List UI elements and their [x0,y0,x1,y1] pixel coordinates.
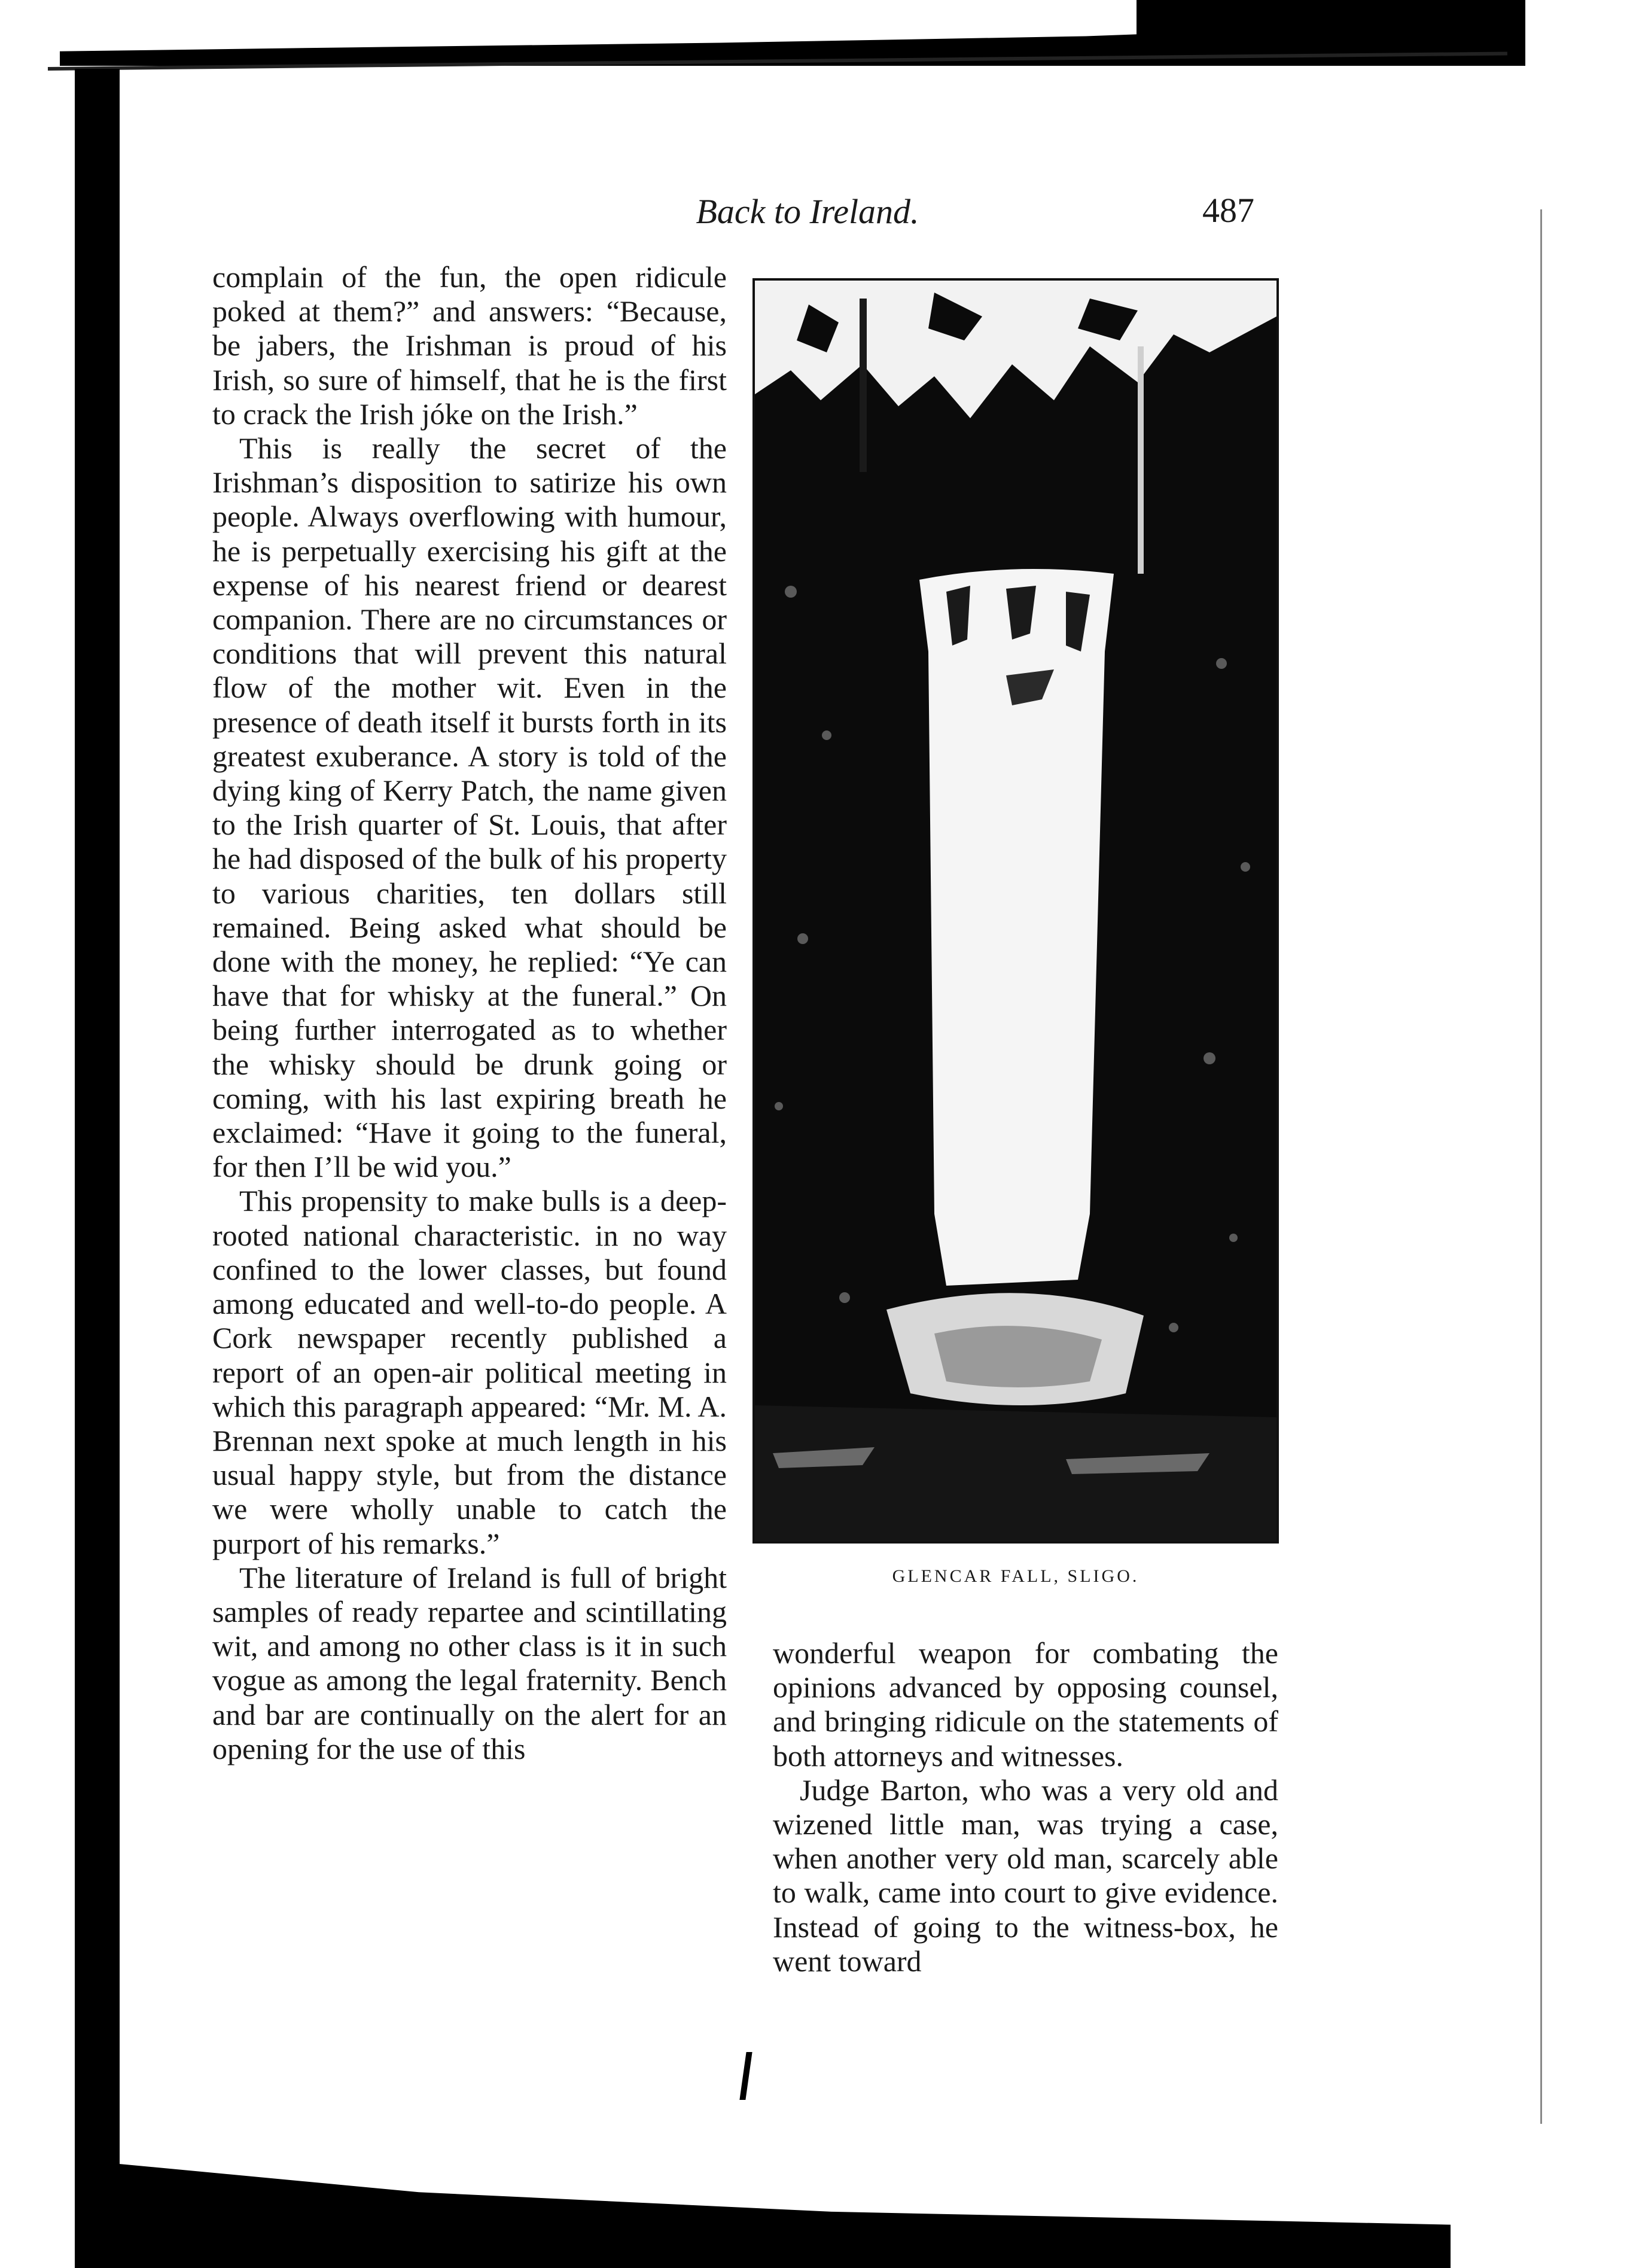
scan-border-left [75,69,120,2187]
page-number: 487 [1202,191,1254,230]
left-column [212,260,727,1766]
paragraph: complain of the fun, the open ridicule poked at them?” and answers: “Because, be jabers, the Irishman is proud of his Irish, so sure of himself, that he is the first to crack the Irish jóke on the Irish.” [212,260,727,431]
right-column [773,1636,1278,1978]
paragraph: Judge Barton, who was a very old and wizened little man, was trying a case, when another very old man, scarcely able to walk, came into court to give evidence. Instead of going to the witness-box, he went toward [773,1773,1278,1978]
waterfall-photo [752,278,1279,1544]
margin-mark [739,2052,752,2100]
photo-caption: GLENCAR FALL, SLIGO. [892,1566,1140,1586]
paragraph: This is really the secret of the Irishman’s disposition to satirize his own people. Always overflowing with humour, he is perpetually exercising his gift at the expense of his nearest friend or dearest companion. There are no circumstances or conditions that will prevent this natural flow of the mother wit. Even in the presence of death itself it bursts forth in its greatest exuberance. A story is told of the dying king of Kerry Patch, the name given to the Irish quarter of St. Louis, that after he had disposed of the bulk of his property to various charities, ten dollars still remained. Being asked what should be done with the money, he replied: “Ye can have that for whisky at the funeral.” On being further interrogated as to whether the whisky should be drunk going or coming, with his last expiring breath he exclaimed: “Have it going to the funeral, for then I’ll be wid you.” [212,431,727,1184]
paragraph: wonderful weapon for combating the opinions advanced by opposing counsel, and bringing ridicule on the statements of both attorneys and witnesses. [773,1636,1278,1773]
page-edge-right [1540,209,1542,2124]
paragraph: This propensity to make bulls is a deep-rooted national characteristic. in no way confined to the lower classes, but found among educated and well-to-do people. A Cork newspaper recently published a report of an open-air political meeting in which this paragraph appeared: “Mr. M. A. Brennan next spoke at much length in his usual happy style, but from the distance we were wholly unable to catch the purport of his remarks.” [212,1184,727,1560]
paragraph: The literature of Ireland is full of bright samples of ready repartee and scintillating wit, and among no other class is it in such vogue as among the legal fraternity. Bench and bar are continually on the alert for an opening for the use of this [212,1560,727,1765]
scan-border-bottom [75,2160,1451,2268]
running-head: Back to Ireland. [696,192,919,231]
